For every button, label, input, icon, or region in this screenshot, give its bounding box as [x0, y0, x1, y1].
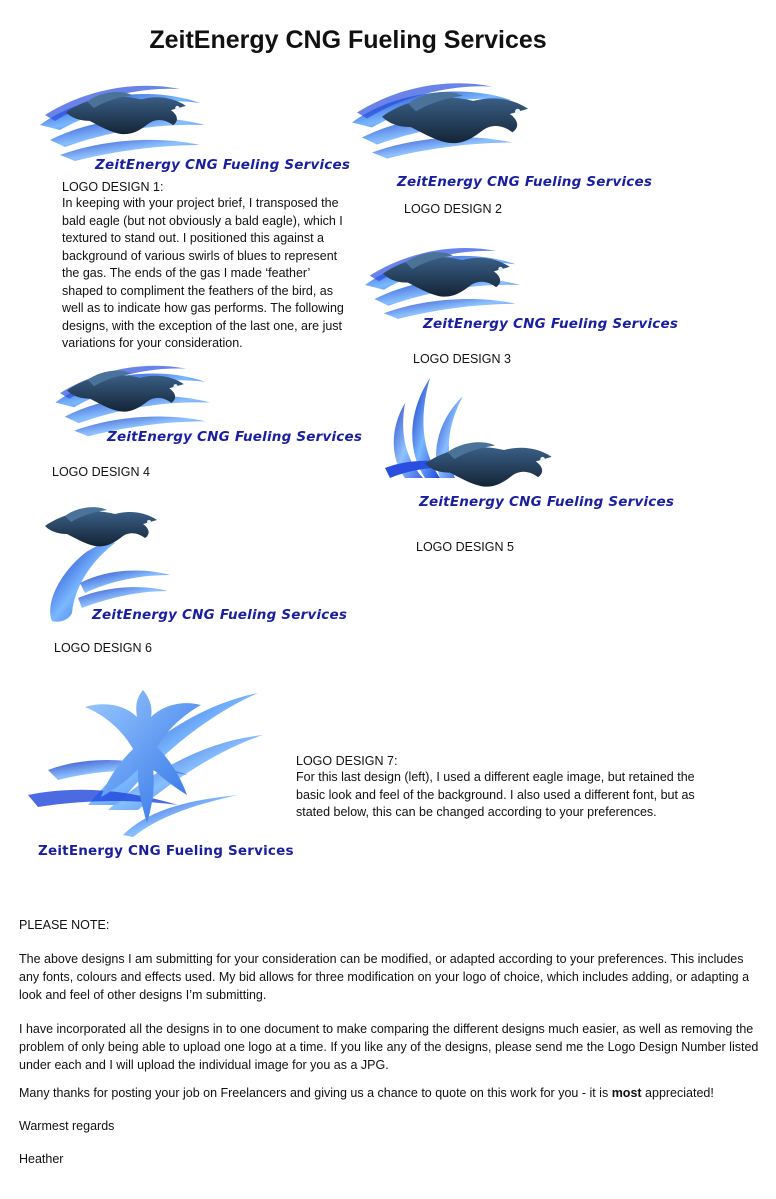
logo-design-7-label: LOGO DESIGN 7:	[296, 754, 398, 768]
logo-design-1	[40, 85, 351, 180]
logo-design-7	[28, 685, 298, 865]
note-paragraph-2: I have incorporated all the designs in to one document to make comparing the different designs much easier, as well as removing the problem of only being able to upload one logo at a time. If you like any of the designs, please send me the Logo Design Number listed under each and I will upload the individual image for you as a JPG.	[19, 1022, 759, 1072]
eagle-icon	[425, 443, 555, 491]
logo-design-3-label: LOGO DESIGN 3	[413, 352, 511, 366]
eagle-icon	[83, 685, 203, 825]
logo-wordmark: ZeitEnergy CNG Fueling Services	[397, 174, 653, 190]
note-paragraph-3-emphasis: most	[611, 1086, 642, 1100]
logo-wordmark: ZeitEnergy CNG Fueling Services	[38, 843, 294, 859]
note-paragraph-3-end: appreciated!	[641, 1086, 714, 1100]
note-paragraph-3	[19, 1084, 759, 1102]
closing: Warmest regards	[19, 1119, 115, 1133]
logo-design-1-label: LOGO DESIGN 1:	[62, 180, 164, 194]
eagle-icon	[65, 93, 190, 138]
logo-design-5-label: LOGO DESIGN 5	[416, 540, 514, 554]
logo-wordmark: ZeitEnergy CNG Fueling Services	[92, 607, 348, 623]
logo-design-6	[40, 508, 348, 628]
note-paragraph-3-text: Many thanks for posting your job on Freelancers and giving us a chance to quote on this work for you - it is	[19, 1086, 612, 1100]
eagle-icon	[383, 253, 513, 301]
eagle-icon	[67, 371, 187, 416]
logo-design-4	[55, 365, 363, 455]
note-heading: PLEASE NOTE:	[19, 918, 110, 932]
eagle-icon	[382, 93, 532, 148]
eagle-icon	[45, 508, 160, 550]
logo-design-6-label: LOGO DESIGN 6	[54, 641, 152, 655]
logo-design-7-description: For this last design (left), I used a different eagle image, but retained the basic look and feel of the background. I also used a different font, but as stated below, this can be changed according to your preferences.	[296, 770, 695, 819]
logo-design-5	[385, 378, 685, 508]
logo-design-2-label: LOGO DESIGN 2	[404, 202, 502, 216]
logo-wordmark: ZeitEnergy CNG Fueling Services	[419, 494, 675, 510]
logo-design-4-label: LOGO DESIGN 4	[52, 465, 150, 479]
logo-wordmark: ZeitEnergy CNG Fueling Services	[95, 157, 351, 173]
signature: Heather	[19, 1152, 64, 1166]
note-paragraph-1: The above designs I am submitting for your consideration can be modified, or adapted according to your preferences. This includes any fonts, colours and effects used. My bid allows for three modification on your logo of choice, which includes adding, or adapting a look and feel of other designs I’m submitting.	[19, 952, 750, 1002]
logo-design-3	[365, 245, 679, 335]
logo-wordmark: ZeitEnergy CNG Fueling Services	[423, 316, 679, 332]
logo-design-1-description: In keeping with your project brief, I transposed the bald eagle (but not obviously a bald eagle), which I textured to stand out. I positioned this against a background of various swirls of blues to represent the gas. The ends of the gas I made ‘feather’ shaped to compliment the feathers of the bird, as well as to indicate how gas performs. The following designs, with the exception of the last one, are just variations for your consideration.	[62, 196, 344, 350]
logo-design-2	[352, 75, 652, 190]
page-title: ZeitEnergy CNG Fueling Services	[149, 26, 547, 54]
logo-wordmark: ZeitEnergy CNG Fueling Services	[107, 429, 363, 445]
